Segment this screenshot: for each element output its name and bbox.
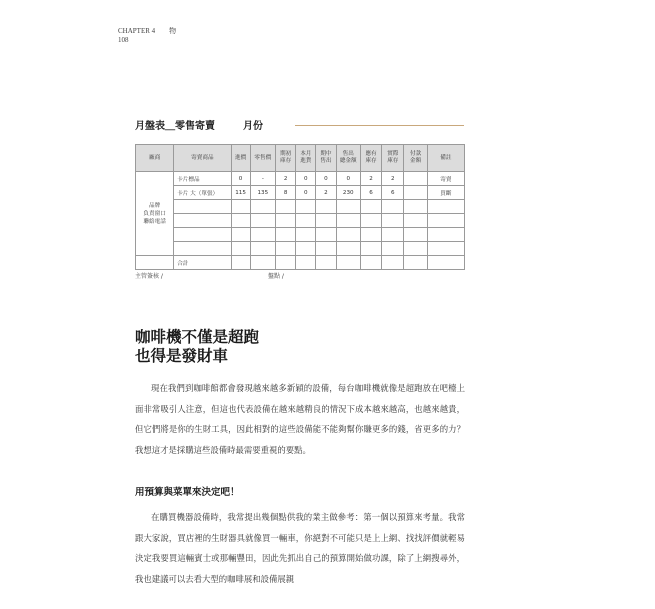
column-header: 本月 進貨 (296, 145, 316, 172)
subheading: 用預算與菜單來決定吧！ (135, 487, 240, 498)
table-cell (231, 242, 250, 256)
table-cell: 135 (250, 186, 275, 200)
table-cell (336, 242, 360, 256)
table-cell (427, 256, 464, 270)
table-cell (231, 200, 250, 214)
column-header: 寄賣商品 (174, 145, 231, 172)
table-cell (382, 214, 404, 228)
table-cell (404, 228, 427, 242)
table-cell (360, 214, 381, 228)
column-header: 售出 總金額 (336, 145, 360, 172)
table-cell (316, 242, 336, 256)
table-cell: 買斷 (427, 186, 464, 200)
table-cell (360, 200, 381, 214)
table-cell (336, 228, 360, 242)
table-cell (382, 200, 404, 214)
table-cell (231, 256, 250, 270)
table-row (136, 214, 465, 228)
form-month-label: 月份 (243, 121, 263, 132)
table-cell (250, 200, 275, 214)
table-cell (382, 256, 404, 270)
paragraph-2: 在購買機器設備時，我常提出幾個點供我的業主做參考：第一個以預算來考量。我常跟大家說，買店裡的生財器具就像買一輛車，你絕對不可能只是上上網、找找評價就輕易決定我要買這輛賓士或那輛豐田，因此先抓出自己的預算開始做功課，除了上網搜尋外，我也建議可以去看大型的咖啡展和設備展親 (135, 512, 465, 584)
table-row (136, 172, 465, 186)
table-cell: 115 (231, 186, 250, 200)
column-header: 期中 售出 (316, 145, 336, 172)
running-header (118, 27, 176, 45)
table-cell: 230 (336, 186, 360, 200)
vendor-cell: 品牌 負責窗口 聯絡電話 (136, 172, 174, 256)
table-header-row (136, 145, 465, 172)
supervisor-sign: 主管簽核 / (135, 273, 163, 280)
table-cell (276, 242, 296, 256)
table-cell: 0 (231, 172, 250, 186)
table-cell: 寄賣 (427, 172, 464, 186)
table-cell (174, 200, 231, 214)
total-label: 合計 (174, 256, 231, 270)
checker-sign: 盤點 / (268, 273, 284, 280)
table-cell (404, 186, 427, 200)
table-cell (231, 214, 250, 228)
chapter-title: 物 (169, 27, 177, 35)
table-cell (404, 172, 427, 186)
table-cell (250, 242, 275, 256)
table-cell (336, 256, 360, 270)
table-cell (174, 228, 231, 242)
table-cell (296, 200, 316, 214)
table-cell (404, 214, 427, 228)
table-cell (427, 242, 464, 256)
table-cell (336, 200, 360, 214)
table-cell: 卡片標品 (174, 172, 231, 186)
table-cell (276, 256, 296, 270)
table-cell: 0 (316, 172, 336, 186)
title-rule (295, 125, 464, 126)
column-header: 進價 (231, 145, 250, 172)
table-cell (427, 200, 464, 214)
table-cell (316, 256, 336, 270)
table-cell: 0 (336, 172, 360, 186)
table-cell (276, 200, 296, 214)
table-cell (250, 228, 275, 242)
table-cell: 2 (382, 172, 404, 186)
column-header: 應有 庫存 (360, 145, 381, 172)
form-title-row (135, 117, 465, 135)
table-cell (174, 242, 231, 256)
table-cell (296, 242, 316, 256)
table-cell (296, 256, 316, 270)
table-cell: - (250, 172, 275, 186)
table-cell: 0 (296, 172, 316, 186)
table-row (136, 200, 465, 214)
table-cell (336, 214, 360, 228)
column-header: 備註 (427, 145, 464, 172)
heading-line-1: 咖啡機不僅是超跑 (135, 327, 260, 346)
table-cell: 2 (316, 186, 336, 200)
column-header: 期初 庫存 (276, 145, 296, 172)
column-header: 實際 庫存 (382, 145, 404, 172)
table-cell (250, 214, 275, 228)
table-cell: 6 (382, 186, 404, 200)
column-header: 零售價 (250, 145, 275, 172)
total-row (136, 256, 465, 270)
table-cell: 2 (360, 172, 381, 186)
table-cell (250, 256, 275, 270)
table-cell (174, 214, 231, 228)
table-cell (404, 200, 427, 214)
table-cell (276, 228, 296, 242)
table-cell (276, 214, 296, 228)
table-cell (316, 228, 336, 242)
table-row (136, 228, 465, 242)
table-cell (231, 228, 250, 242)
heading-line-2: 也得是發財車 (135, 346, 229, 365)
table-cell (382, 228, 404, 242)
column-header: 付款 金額 (404, 145, 427, 172)
chapter-label: CHAPTER 4 (118, 27, 156, 35)
table-cell (404, 256, 427, 270)
table-cell (360, 242, 381, 256)
table-cell: 6 (360, 186, 381, 200)
table-cell (404, 242, 427, 256)
table-cell (427, 228, 464, 242)
table-cell: 0 (296, 186, 316, 200)
table-cell (316, 200, 336, 214)
table-row (136, 242, 465, 256)
table-row (136, 186, 465, 200)
table-cell (296, 214, 316, 228)
form-title: 月盤表＿零售寄賣 (135, 121, 215, 132)
table-cell (427, 214, 464, 228)
table-cell (296, 228, 316, 242)
table-cell: 2 (276, 172, 296, 186)
table-cell: 8 (276, 186, 296, 200)
page-number: 108 (118, 36, 129, 44)
column-header: 廠商 (136, 145, 174, 172)
table-cell (360, 228, 381, 242)
paragraph-1: 現在我們到咖啡館都會發現越來越多新穎的設備，每台咖啡機就像是超跑放在吧檯上面非常吸引人注意，但這也代表設備在越來越精良的情況下成本越來越高，也越來越貴，但它們將是你的生財工具，因此相對的這些設備能不能夠幫你賺更多的錢，省更多的力？我想這才是採購這些設備時最需要重視的要點。 (135, 383, 465, 455)
article-heading (135, 327, 259, 365)
table-cell (382, 242, 404, 256)
table-cell (136, 256, 174, 270)
table-cell (360, 256, 381, 270)
table-cell (316, 214, 336, 228)
table-cell: 卡片 大（單張） (174, 186, 231, 200)
inventory-table (135, 144, 465, 270)
